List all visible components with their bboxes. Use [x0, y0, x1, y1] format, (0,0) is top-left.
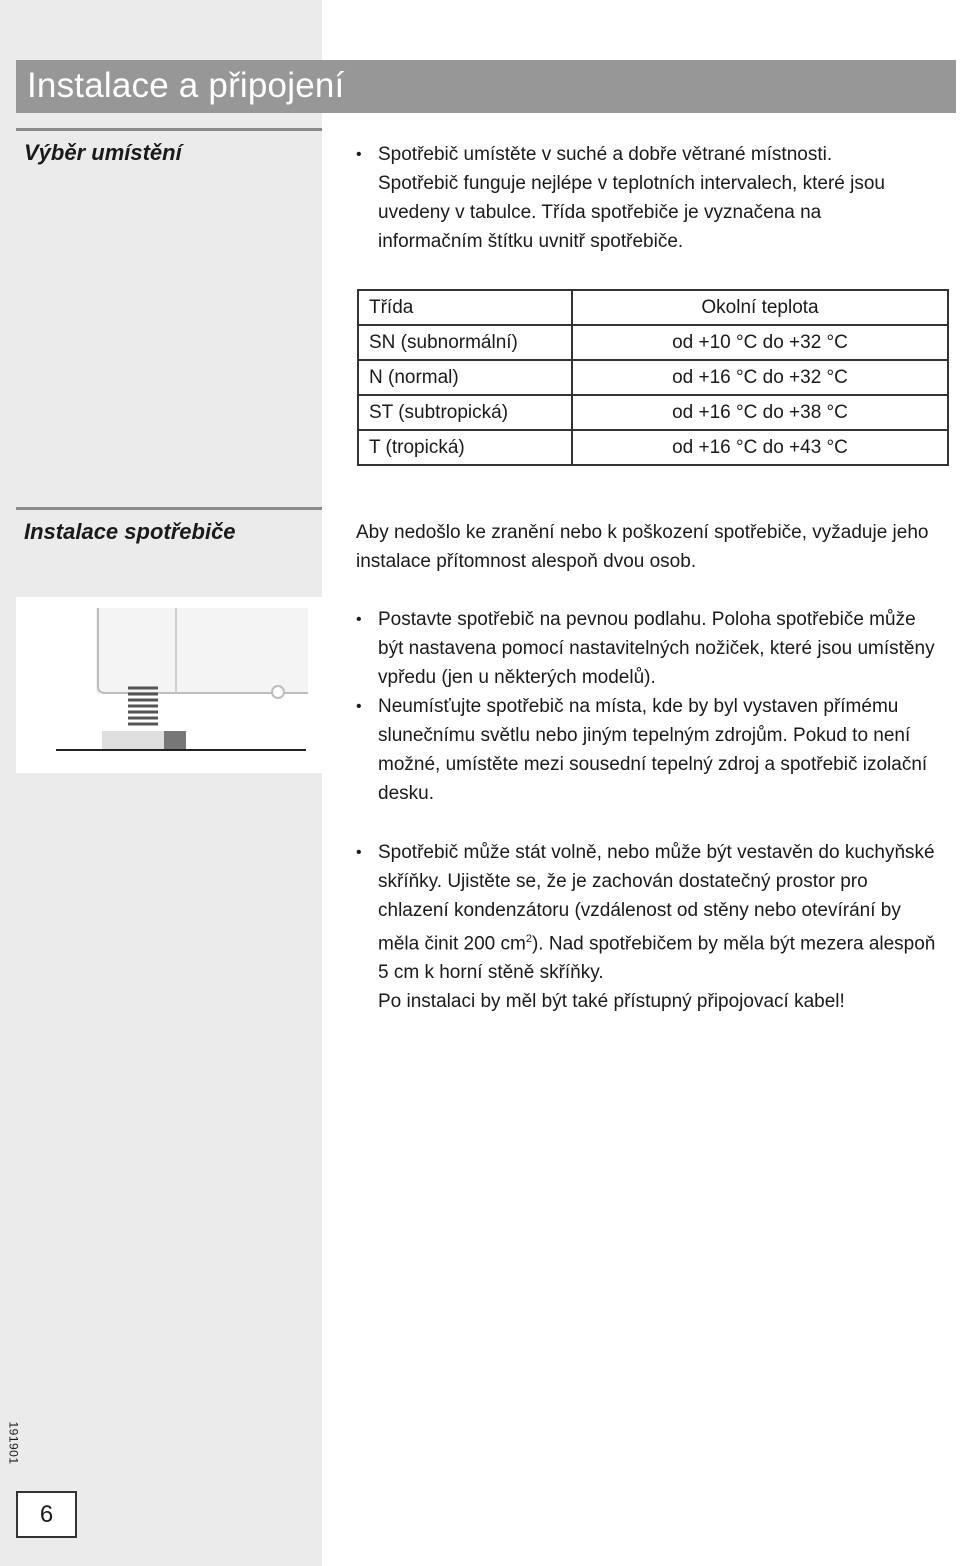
- section-title-installation: Instalace spotřebiče: [24, 519, 236, 544]
- table-cell-temperature: od +16 °C do +38 °C: [572, 395, 948, 430]
- installation-bullet: • Neumísťujte spotřebič na místa, kde by byl vystaven přímému slunečnímu světlu nebo jiným tepelným zdrojům. Pokud to není možné, umístěte mezi sousední tepelný zdroj a spotřebič izolační desku.: [356, 692, 936, 808]
- table-row: [358, 325, 948, 360]
- table-row: [358, 430, 948, 465]
- page-number: 6: [16, 1491, 77, 1538]
- section-divider: [16, 507, 322, 510]
- page-title: Instalace a připojení: [27, 66, 345, 105]
- location-bullet: • Spotřebič umístěte v suché a dobře větrané místnosti. Spotřebič funguje nejlépe v teplotních intervalech, které jsou uvedeny v tabulce. Třída spotřebiče je vyznačena na informačním štítku uvnitř spotřebiče.: [356, 140, 916, 256]
- climate-class-table: [357, 289, 949, 466]
- cable-note: Po instalaci by měl být také přístupný připojovací kabel!: [378, 991, 845, 1013]
- sidebar-background: [0, 0, 322, 1566]
- location-bullet-list: [356, 140, 916, 256]
- table-row: [358, 395, 948, 430]
- installation-bullet: • Postavte spotřebič na pevnou podlahu. Poloha spotřebiče může být nastavena pomocí nastavitelných nožiček, které jsou umístěny vpředu (jen u některých modelů).: [356, 605, 936, 692]
- placement-text: ). Nad spotřebičem by měla být mezera alespoň 5 cm k horní stěně skříňky.: [378, 933, 936, 984]
- adjustable-foot-icon: [16, 597, 322, 773]
- table-cell-class: N (normal): [358, 360, 572, 395]
- table-cell-class: SN (subnormální): [358, 325, 572, 360]
- table-cell-class: T (tropická): [358, 430, 572, 465]
- table-header-temperature: Okolní teplota: [572, 290, 948, 325]
- table-header-class: Třída: [358, 290, 572, 325]
- section-title-location: Výběr umístění: [24, 140, 182, 165]
- table-cell-class: ST (subtropická): [358, 395, 572, 430]
- placement-bullet-list: [356, 838, 936, 1016]
- placement-bullet: [356, 838, 936, 1016]
- adjustable-foot-illustration: [16, 597, 322, 773]
- placement-text: Spotřebič může stát volně, nebo může být vestavěn do kuchyňské skříňky. Ujistěte se, že je zachován dostatečný prostor pro chlazení kondenzátoru (vzdálenost od stěny nebo otevírání by měla činit 200 cm: [378, 842, 935, 955]
- table-header-row: [358, 290, 948, 325]
- superscript: 2: [525, 933, 532, 945]
- table-cell-temperature: od +16 °C do +32 °C: [572, 360, 948, 395]
- table-cell-temperature: od +10 °C do +32 °C: [572, 325, 948, 360]
- table-cell-temperature: od +16 °C do +43 °C: [572, 430, 948, 465]
- table-row: [358, 360, 948, 395]
- installation-bullet-list: [356, 605, 936, 808]
- document-code: 191901: [6, 1421, 21, 1465]
- page-header: [16, 60, 956, 113]
- section-divider: [16, 128, 322, 131]
- installation-intro: Aby nedošlo ke zranění nebo k poškození spotřebiče, vyžaduje jeho instalace přítomnost alespoň dvou osob.: [356, 522, 929, 572]
